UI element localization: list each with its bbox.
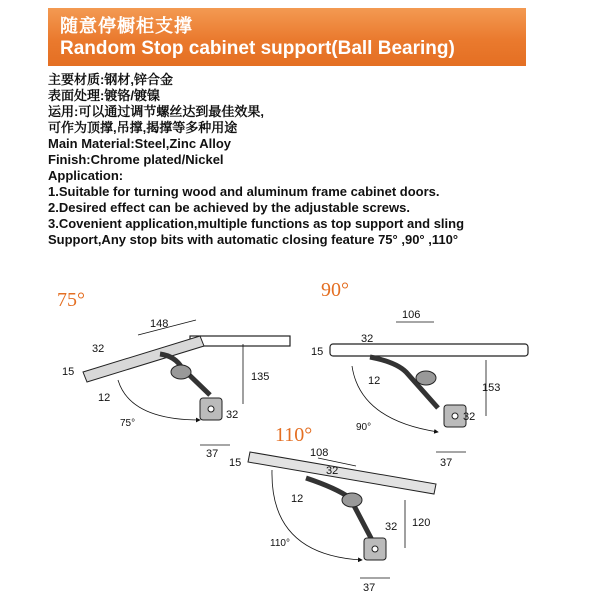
spec-line-application-2: 2.Desired effect can be achieved by the adjustable screws. — [48, 200, 410, 215]
spec-line-application-3: 3.Covenient application,multiple functions as top support and sling — [48, 216, 465, 231]
pivot-90 — [416, 371, 436, 385]
spec-line-application-3b: Support,Any stop bits with automatic closing feature 75° ,90° ,110° — [48, 232, 459, 247]
dim-12: 12 — [368, 375, 381, 387]
angle-title-110: 110° — [275, 424, 313, 446]
dim-37: 37 — [363, 582, 376, 594]
spec-line-material-en: Main Material:Steel,Zinc Alloy — [48, 136, 232, 151]
angle-label-110: 110° — [270, 538, 290, 549]
angle-label-90: 90° — [356, 422, 372, 433]
spec-line-material-cn: 主要材质:钢材,锌合金 — [48, 72, 173, 87]
dim-37: 37 — [440, 457, 453, 469]
dim-15: 15 — [229, 457, 242, 469]
dim-32b: 32 — [385, 521, 398, 533]
dim-32: 32 — [92, 343, 105, 355]
dim-32: 32 — [361, 333, 374, 345]
dim-12: 12 — [291, 493, 304, 505]
spec-line-application-1: 1.Suitable for turning wood and aluminum frame cabinet doors. — [48, 184, 440, 199]
dim-15: 15 — [62, 366, 75, 378]
spec-line-usage-cn-2: 可作为顶撑,吊撑,揭撑等多种用途 — [48, 120, 238, 135]
title-english: Random Stop cabinet support(Ball Bearing) — [60, 38, 455, 59]
dim-106: 106 — [402, 309, 421, 321]
angle-label-75: 75° — [120, 418, 136, 429]
title-chinese: 随意停橱柜支撑 — [60, 16, 193, 36]
dim-12: 12 — [98, 392, 111, 404]
spec-line-application-heading: Application: — [48, 168, 124, 183]
diagram-75 — [57, 289, 290, 460]
cabinet-panel-75 — [190, 336, 290, 346]
dim-108: 108 — [310, 447, 329, 459]
dim-15: 15 — [311, 346, 324, 358]
angle-title-75: 75° — [57, 289, 85, 311]
dim-135: 135 — [251, 371, 270, 383]
door-panel-110 — [248, 452, 436, 494]
dim-148: 148 — [150, 318, 169, 330]
dim-32: 32 — [326, 465, 339, 477]
dim-32b: 32 — [226, 409, 239, 421]
pivot-75 — [171, 365, 191, 379]
pivot-110 — [342, 493, 362, 507]
support-arm-110 — [306, 478, 372, 540]
spec-line-finish-en: Finish:Chrome plated/Nickel — [48, 152, 224, 167]
dim-153: 153 — [482, 382, 501, 394]
dim-32b: 32 — [463, 411, 476, 423]
angle-title-90: 90° — [321, 279, 349, 301]
diagram-90 — [311, 279, 528, 469]
cabinet-panel-90 — [330, 344, 528, 356]
dim-120: 120 — [412, 517, 431, 529]
dim-37: 37 — [206, 448, 219, 460]
spec-line-usage-cn: 运用:可以通过调节螺丝达到最佳效果, — [48, 104, 264, 119]
spec-line-finish-cn: 表面处理:镀铬/镀镍 — [48, 88, 160, 103]
diagram-110 — [229, 424, 436, 594]
